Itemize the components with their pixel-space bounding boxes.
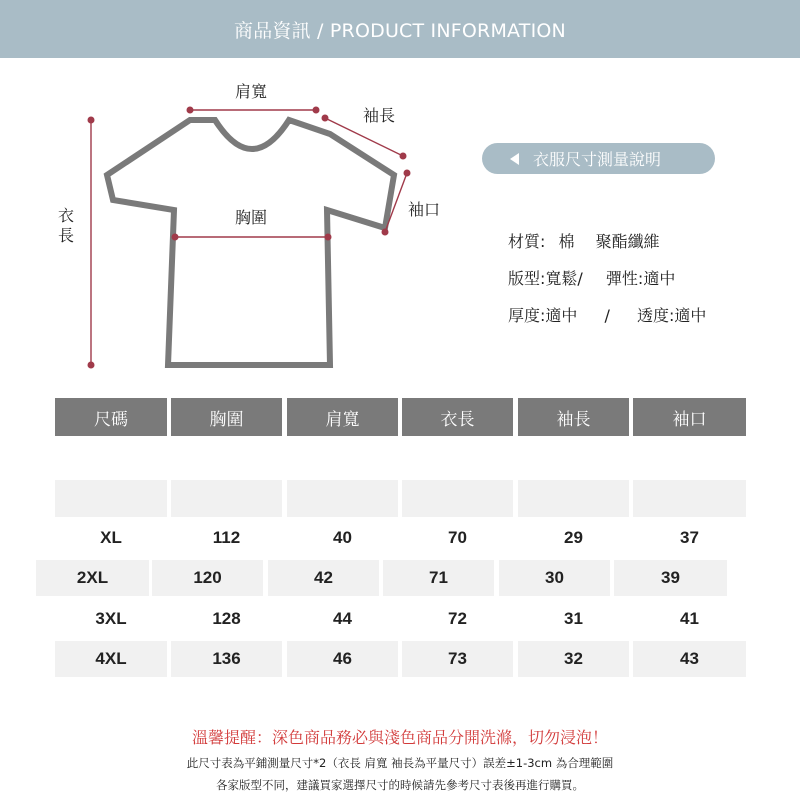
table-cell-cuff: 37 [680, 528, 699, 547]
table-row [0, 560, 800, 597]
table-cell-shoulder: 44 [333, 609, 352, 628]
table-header-body-length: 衣長 [402, 398, 513, 436]
shoulder-label: 肩寬 [235, 82, 268, 101]
table-cell-sleeve-length: 32 [518, 641, 629, 677]
sizing-advice-note: 各家版型不同，建議買家選擇尺寸的時候請先參考尺寸表後再進行購買。 [216, 778, 584, 792]
table-cell-sleeve-length: 30 [499, 560, 610, 596]
table-header-chest: 胸圍 [171, 398, 282, 436]
product-properties [508, 230, 788, 341]
material-value-2: 聚酯纖維 [595, 232, 660, 251]
table-cell-shoulder: 40 [333, 528, 352, 547]
table-cell-size: 3XL [95, 609, 127, 628]
table-empty-row [0, 480, 800, 517]
elasticity-value: 適中 [643, 269, 676, 288]
washing-warning: 溫馨提醒：深色商品務必與淺色商品分開洗滌，切勿浸泡！ [191, 728, 608, 747]
table-header-size: 尺碼 [55, 398, 167, 436]
fit-value: 寬鬆/ [545, 269, 583, 288]
table-cell-body-length: 71 [383, 560, 494, 596]
table-cell-body-length: 72 [448, 609, 467, 628]
body-length-label [57, 206, 75, 246]
left-triangle-icon [510, 153, 519, 165]
table-cell-chest: 112 [212, 528, 241, 547]
measurement-guide-label: 衣服尺寸測量說明 [533, 150, 662, 169]
measurement-diagram [0, 58, 480, 388]
body-length-label-char-2: 長 [57, 226, 74, 245]
thickness-value: 適中 [545, 306, 578, 325]
elasticity-label: 彈性: [605, 269, 644, 288]
table-cell-sleeve-length: 29 [564, 528, 583, 547]
table-header-shoulder: 肩寬 [287, 398, 398, 436]
table-cell-sleeve-length: 31 [564, 609, 583, 628]
transparency-value: 適中 [674, 306, 707, 325]
table-cell-shoulder: 42 [268, 560, 379, 596]
table-empty-cell [55, 480, 167, 517]
table-cell-chest: 120 [152, 560, 263, 596]
table-header-cuff: 袖口 [633, 398, 746, 436]
table-empty-cell [402, 480, 513, 517]
table-empty-cell [518, 480, 629, 517]
thickness-line [508, 304, 788, 341]
table-empty-cell [287, 480, 398, 517]
measurement-guide-button[interactable] [482, 143, 715, 174]
transparency-label: 透度: [637, 306, 675, 325]
material-line [508, 230, 788, 267]
table-cell-chest: 136 [171, 641, 282, 677]
table-cell-size: 2XL [36, 560, 149, 596]
property-separator: / [604, 306, 610, 325]
table-cell-cuff: 41 [680, 609, 699, 628]
material-label: 材質: [508, 232, 546, 251]
cuff-label: 袖口 [408, 200, 441, 219]
table-cell-cuff: 39 [614, 560, 727, 596]
table-empty-cell [633, 480, 746, 517]
chest-label: 胸圍 [235, 208, 268, 227]
table-cell-cuff: 43 [633, 641, 746, 677]
table-cell-body-length: 73 [402, 641, 513, 677]
banner-title: 商品資訊 / PRODUCT INFORMATION [234, 19, 566, 42]
fit-label: 版型: [508, 269, 546, 288]
fit-line [508, 267, 788, 304]
thickness-label: 厚度: [508, 306, 546, 325]
measurement-note: 此尺寸表為平鋪測量尺寸*2（衣長 肩寬 袖長為平量尺寸）誤差±1-3cm 為合理範圍 [186, 756, 614, 770]
table-row [0, 601, 800, 638]
material-value-1: 棉 [558, 232, 575, 251]
table-cell-chest: 128 [212, 609, 241, 628]
page-banner [0, 0, 800, 58]
table-header-sleeve-length: 袖長 [518, 398, 629, 436]
table-cell-size: 4XL [55, 641, 167, 677]
sleeve-length-label: 袖長 [363, 106, 396, 125]
table-row [0, 520, 800, 557]
table-cell-shoulder: 46 [287, 641, 398, 677]
table-row [0, 641, 800, 678]
table-empty-cell [171, 480, 282, 517]
table-cell-body-length: 70 [448, 528, 467, 547]
table-cell-size: XL [100, 528, 122, 547]
body-length-label-char-1: 衣 [57, 206, 74, 225]
tshirt-outline-icon [107, 120, 394, 365]
